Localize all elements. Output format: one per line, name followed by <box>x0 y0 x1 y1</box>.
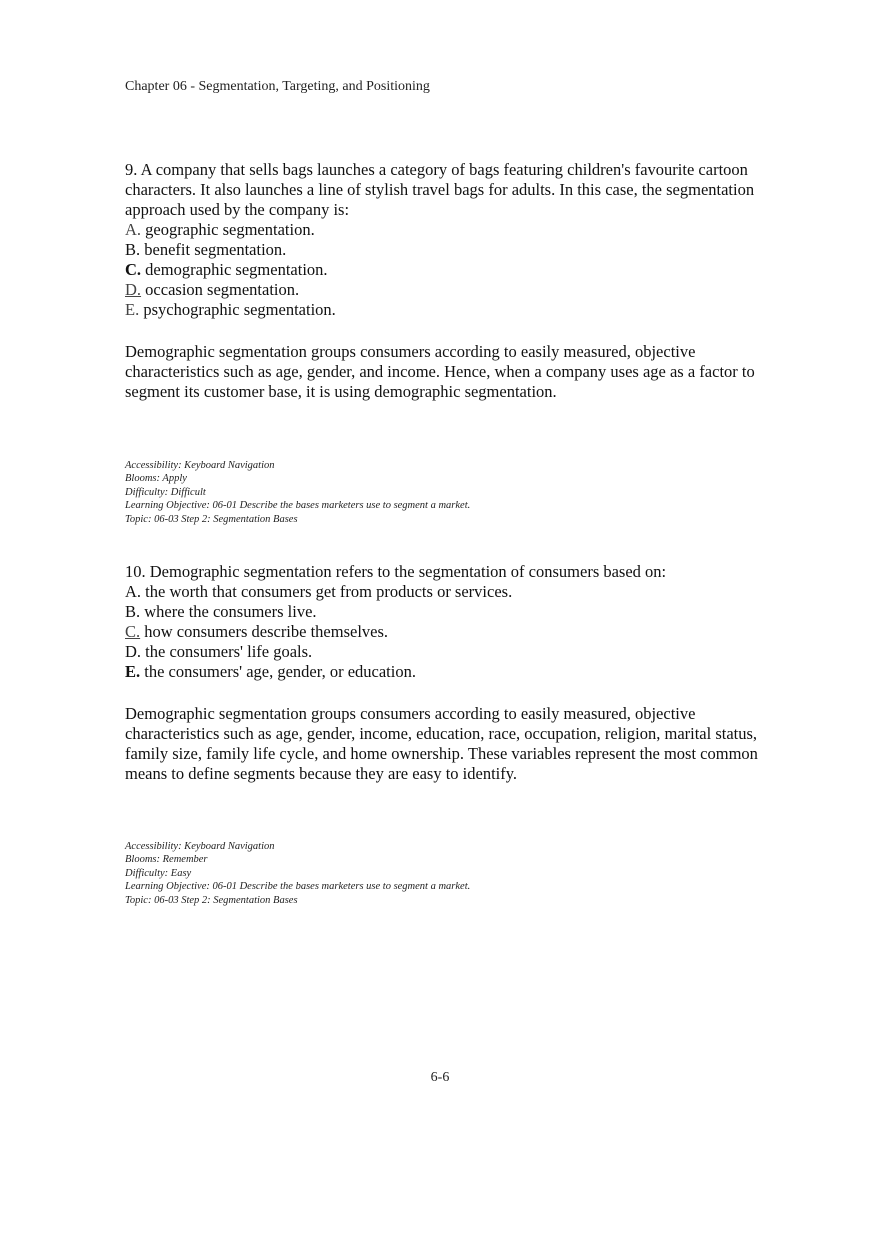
option-text: occasion segmentation. <box>141 280 300 299</box>
meta-difficulty: Difficulty: Difficult <box>125 486 206 498</box>
option-text: how consumers describe themselves. <box>140 622 389 641</box>
option-text: the worth that consumers get from products or services. <box>141 582 513 601</box>
option-c <box>125 622 785 642</box>
option-text: where the consumers live. <box>140 602 317 621</box>
option-letter: E. <box>125 300 140 319</box>
answer-explanation: Demographic segmentation groups consumers according to easily measured, objective characteristics such as age, gender, and income. Hence, when a company uses age as a factor to segment its customer base, it is using demographic segmentation. <box>125 342 755 401</box>
meta-blooms: Blooms: Apply <box>125 473 187 485</box>
option-letter: B. <box>125 240 141 259</box>
question-9-metadata <box>125 459 725 526</box>
page-number: 6-6 <box>430 1070 450 1085</box>
option-a <box>125 220 785 240</box>
option-e-correct <box>125 662 785 682</box>
option-d <box>125 280 785 300</box>
meta-learning-objective: Learning Objective: 06-01 Describe the bases marketers use to segment a market. <box>125 500 471 512</box>
option-text: demographic segmentation. <box>141 260 328 279</box>
option-letter: A. <box>125 220 142 239</box>
option-e <box>125 300 785 320</box>
question-10 <box>125 562 785 784</box>
option-a <box>125 582 785 602</box>
option-letter: D. <box>125 280 142 299</box>
option-c-correct <box>125 260 785 280</box>
meta-topic: Topic: 06-03 Step 2: Segmentation Bases <box>125 894 298 906</box>
meta-learning-objective: Learning Objective: 06-01 Describe the bases marketers use to segment a market. <box>125 881 471 893</box>
option-text: the consumers' life goals. <box>141 642 313 661</box>
question-9 <box>125 160 785 402</box>
answer-explanation: Demographic segmentation groups consumers according to easily measured, objective characteristics such as age, gender, income, education, race, occupation, religion, marital status, family size, family life cycle, and home ownership. These variables represent the most common means to define segments because they are easy to identify. <box>125 704 758 783</box>
option-letter: E. <box>125 662 141 681</box>
page-header: Chapter 06 - Segmentation, Targeting, and Positioning <box>125 79 430 94</box>
meta-accessibility: Accessibility: Keyboard Navigation <box>125 841 275 852</box>
meta-blooms: Blooms: Remember <box>125 854 208 866</box>
option-b <box>125 240 785 260</box>
meta-difficulty: Difficulty: Easy <box>125 867 192 879</box>
option-text: geographic segmentation. <box>141 220 315 239</box>
option-text: psychographic segmentation. <box>139 300 336 319</box>
option-b <box>125 602 785 622</box>
option-letter: B. <box>125 602 141 621</box>
meta-accessibility: Accessibility: Keyboard Navigation <box>125 460 275 471</box>
option-text: the consumers' age, gender, or education. <box>140 662 416 681</box>
option-letter: A. <box>125 582 142 601</box>
option-letter: C. <box>125 260 142 279</box>
option-letter: D. <box>125 642 142 661</box>
option-letter: C. <box>125 622 141 641</box>
question-stem: 10. Demographic segmentation refers to the segmentation of consumers based on: <box>125 562 667 581</box>
option-d <box>125 642 785 662</box>
question-10-metadata <box>125 840 725 907</box>
meta-topic: Topic: 06-03 Step 2: Segmentation Bases <box>125 513 298 525</box>
question-stem: 9. A company that sells bags launches a category of bags featuring children's favourite cartoon characters. It also launches a line of stylish travel bags for adults. In this case, the segmentation approach used by the company is: <box>125 160 755 219</box>
option-text: benefit segmentation. <box>140 240 287 259</box>
